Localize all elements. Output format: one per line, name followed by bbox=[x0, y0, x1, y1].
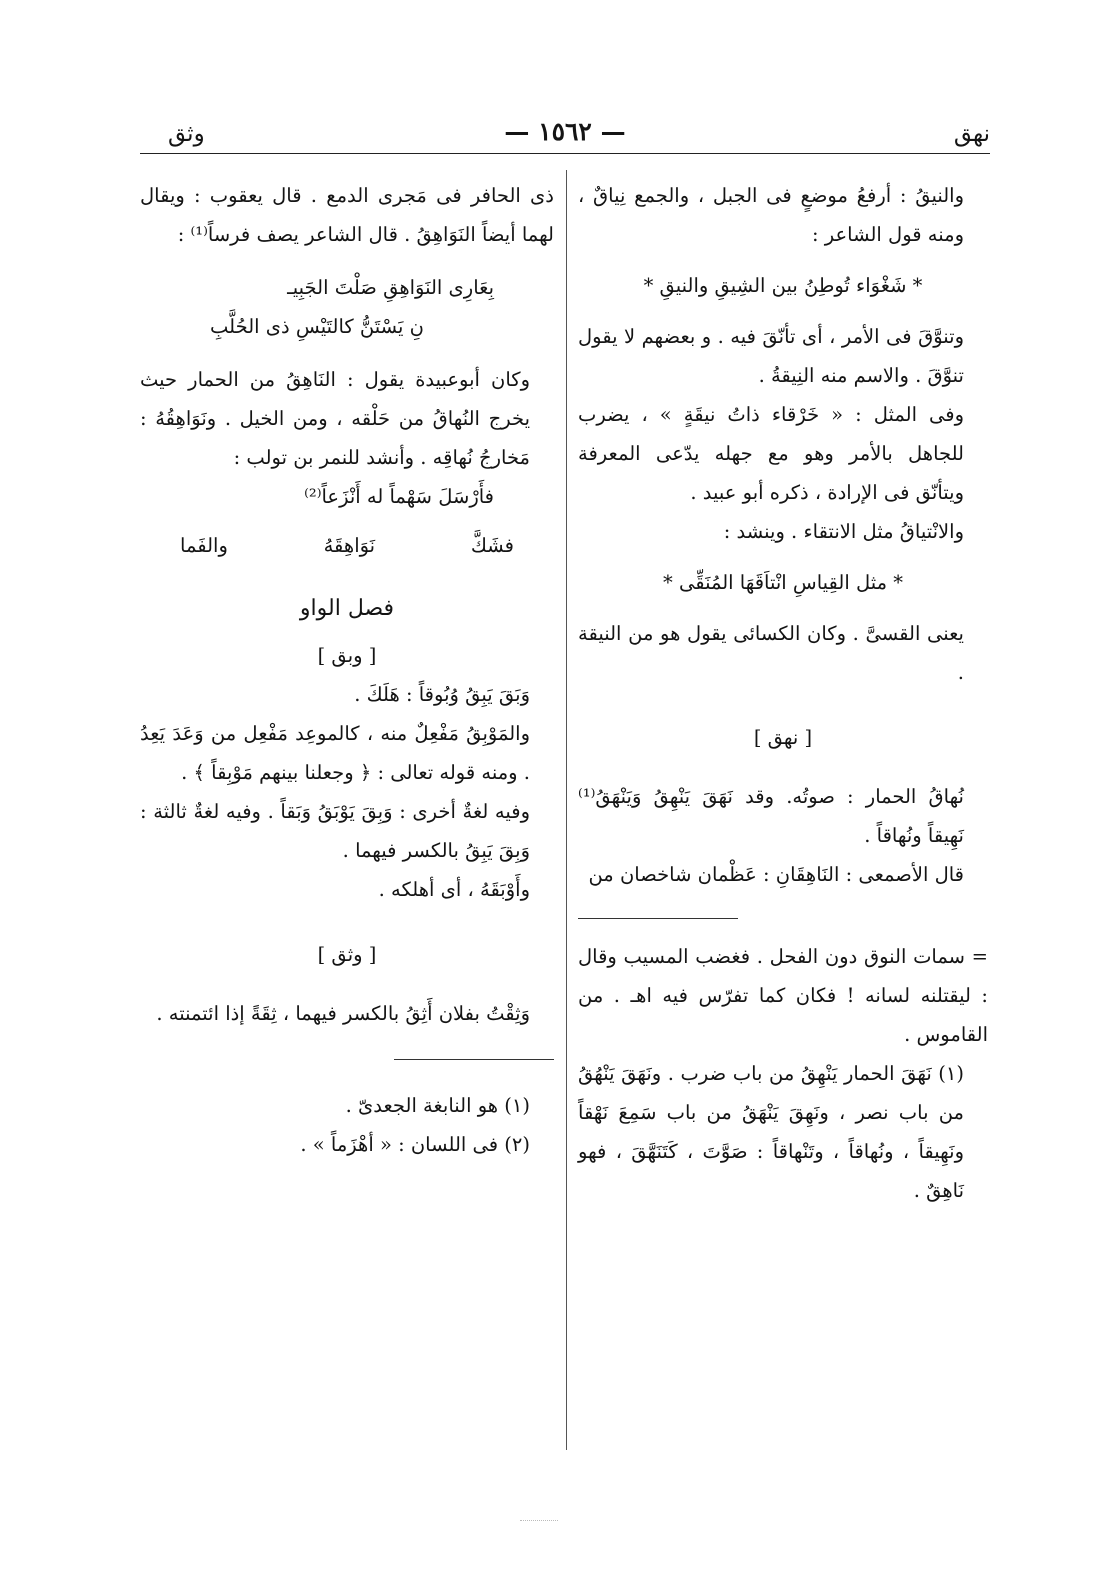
footnote-rule bbox=[394, 1059, 554, 1060]
paragraph: وكان أبوعبيدة يقول : النَاهِقُ من الحمار حيث يخرج النُهاقُ من حَلْقه ، ومن الخيل . ونَوَاهِقُهُ : مَخارجُ نُهاقِه . وأنشد للنمر بن تولب : bbox=[140, 368, 530, 469]
entry-headword: [ نهق ] bbox=[753, 726, 813, 749]
running-head-right: نهق bbox=[953, 121, 990, 147]
verse-word: نَوَاهِقَهُ bbox=[323, 534, 376, 557]
verse-line: نِ يَسْتَنُّ كالتَيْسِ ذى الحُلَّبِ bbox=[210, 315, 424, 338]
right-column bbox=[578, 176, 988, 1210]
verse-line bbox=[140, 526, 554, 565]
paragraph: وأَوْبَقَهُ ، أى أهلكه . bbox=[378, 878, 530, 901]
column-divider bbox=[566, 170, 567, 1450]
paragraph: قال الأصمعى : النَاهِقَانِ : عَظْمان شاخصان من bbox=[588, 863, 964, 886]
paragraph: وفى المثل : « خَرْقاء ذاتُ نيقَةٍ » ، يضرب للجاهل بالأمر وهو مع جهله يدّعى المعرفة ويتأنّق فى الإرادة ، ذكره أبو عبيد . bbox=[578, 403, 964, 504]
paragraph: وَثِقْتُ بفلان أَثِقُ بالكسر فيهما ، ثِقَةً إذا ائتمنته . bbox=[156, 1002, 530, 1025]
page-mark bbox=[520, 1508, 558, 1521]
paragraph: وفيه لغةٌ أخرى : وَبِقَ يَوْبَقُ وَبَقاً . وفيه لغةٌ ثالثة : وَبِقَ يَبِقُ بالكسر فيهما . bbox=[140, 800, 530, 862]
verse bbox=[140, 268, 554, 346]
paragraph: والانْتياقُ مثل الانتقاء . وينشد : bbox=[723, 520, 964, 543]
header-rule bbox=[140, 153, 990, 154]
verse: * مثل القِياسِ انْتاَقَهَا المُنَقِّى * bbox=[663, 571, 903, 594]
verse-word: والفَما bbox=[180, 534, 228, 557]
verse-line: فأَرْسَلَ سَهْماً له أَنْزَعاً⁽²⁾ bbox=[304, 485, 494, 508]
left-column bbox=[140, 176, 554, 1164]
footnote: (٢) فى اللسان : « أهْزَماً » . bbox=[300, 1133, 530, 1156]
entry-headword: [ وثق ] bbox=[317, 943, 377, 966]
entry-headword: [ وبق ] bbox=[317, 644, 377, 667]
paragraph: يعنى القسىَّ . وكان الكسائى يقول هو من النيقة . bbox=[578, 622, 964, 684]
footnote: (١) نَهَقَ الحمار يَنْهِقُ من باب ضرب . ونَهَقَ يَنْهُقُ من باب نصر ، ونَهِقَ يَنْهَقُ من باب سَمِعَ نَهْقاً ونَهِيقاً ، ونُهاقاً ، وتَنْهاقاً : صَوَّتَ ، كَتَنَهَّقَ ، فهو نَاهِقٌ . bbox=[578, 1062, 964, 1202]
footnote-continuation: = سمات النوق دون الفحل . فغضب المسيب وقال : ليقتلنه لسانه ! فكان كما تفرّس فيه اهـ . من القاموس . bbox=[578, 945, 988, 1046]
verse-word: فشَكَّ bbox=[470, 534, 514, 557]
paragraph: ذى الحافر فى مَجرى الدمع . قال يعقوب : ويقال لهما أيضاً النَوَاهِقُ . قال الشاعر يصف فرساً⁽¹⁾ : bbox=[140, 184, 554, 246]
page-header bbox=[140, 115, 990, 155]
footnote: (١) هو النابغة الجعدىّ . bbox=[345, 1094, 530, 1117]
paragraph: والنيقُ : أرفعُ موضعٍ فى الجبل ، والجمع نِياقٌ ، ومنه قول الشاعر : bbox=[578, 184, 964, 246]
paragraph: وَبَقَ يَبِقُ وُبُوقاً : هَلَكَ . bbox=[354, 683, 530, 706]
verse-line: بِعَارِى النَوَاهِقِ صَلْتَ الجَبِيـ bbox=[287, 276, 494, 299]
page-number: — ١٥٦٢ — bbox=[504, 117, 626, 146]
footnotes bbox=[140, 1086, 554, 1164]
footnote-rule bbox=[578, 918, 738, 919]
footnotes bbox=[578, 937, 988, 1210]
verse: * شَغْوَاء تُوطِنُ بين الشِيقِ والنيقِ * bbox=[643, 274, 923, 297]
paragraph: والمَوْبِقُ مَفْعِلٌ منه ، كالموعِد مَفْعِل من وَعَدَ يَعِدُ . ومنه قوله تعالى : ﴿ وجعلنا بينهم مَوْبِقاً ﴾ . bbox=[140, 722, 530, 784]
section-title: فصل الواو bbox=[299, 596, 395, 621]
paragraph: وتنوَّقَ فى الأمر ، أى تأنّقَ فيه . و بعضهم لا يقول تنوَّقَ . والاسم منه النِيقةُ . bbox=[578, 325, 964, 387]
paragraph: نُهاقُ الحمار : صوتُه. وقد نَهَقَ يَنْهِقُ وَيَنْهَقُ⁽¹⁾ نَهِيقاً ونُهاقاً . bbox=[578, 785, 964, 847]
running-head-left: وثق bbox=[168, 121, 205, 147]
